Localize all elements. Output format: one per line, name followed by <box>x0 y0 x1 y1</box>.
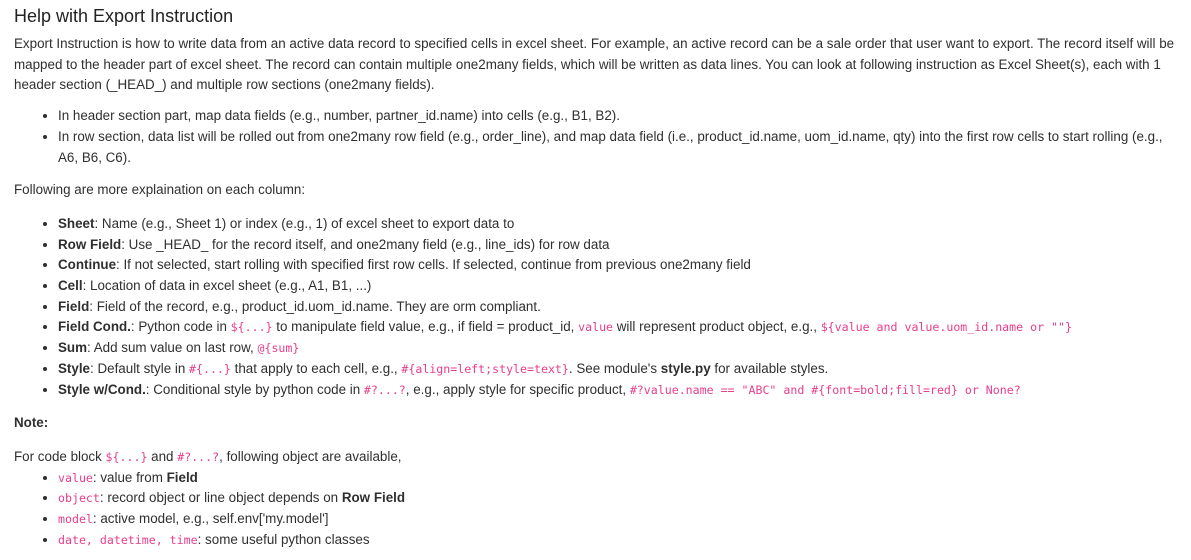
column-continue <box>58 255 1177 276</box>
object-desc: : some useful python classes <box>197 531 370 547</box>
column-field <box>58 297 1177 318</box>
note-text: , following object are available, <box>219 448 402 464</box>
column-label: Style <box>58 360 91 376</box>
code-snippet: date, datetime, time <box>58 532 198 547</box>
column-desc: : Default style in <box>90 360 190 376</box>
list-item: • In row section, data list will be rolled out from one2many row field (e.g., order_line), and map data field (i.e., product_id.name, uom_id.name, qty) into the first row cells to start rolling (e.g., A6, B6, C6). <box>58 127 1177 168</box>
column-field-cond <box>58 317 1177 338</box>
column-desc: : Add sum value on last row, <box>87 340 258 356</box>
note-text: and <box>147 448 178 464</box>
page-title: Help with Export Instruction <box>14 6 234 26</box>
column-desc: will represent product object, e.g., <box>613 319 821 335</box>
column-desc: : Name (e.g., Sheet 1) or index (e.g., 1) of excel sheet to export data to <box>94 215 515 231</box>
section-bullets <box>14 106 1177 168</box>
code-snippet: object <box>58 491 100 506</box>
code-snippet: @{sum} <box>257 341 300 356</box>
column-desc: : If not selected, start rolling with specified first row cells. If selected, continue from previous one2many field <box>116 257 751 273</box>
code-snippet: value <box>58 470 93 485</box>
columns-heading: Following are more explaination on each column: <box>14 182 306 198</box>
code-snippet: ${...} <box>230 320 273 335</box>
column-desc: that apply to each cell, e.g., <box>230 360 402 376</box>
note-heading <box>14 413 1177 434</box>
object-desc: : value from <box>92 469 167 485</box>
bold-term: Row Field <box>341 490 406 506</box>
bold-term: Field <box>166 469 198 485</box>
column-desc: : Python code in <box>130 319 231 335</box>
column-sheet <box>58 214 1177 235</box>
intro-paragraph: Export Instruction is how to write data from an active data record to specified cells in excel sheet. For example, an active record can be a sale order that user want to export. The record itself will be mapped to the header part of excel sheet. The record can contain multiple one2many fields, which will be written as data lines. You can look at following instruction as Excel Sheet(s), each with 1 header section (_HEAD_) and multiple row sections (one2many fields). <box>14 36 1175 93</box>
code-snippet: ${value and value.uom_id.name or ""} <box>820 320 1072 335</box>
object-object <box>58 488 1177 509</box>
column-desc: : Location of data in excel sheet (e.g., A1, B1, ...) <box>82 278 372 294</box>
column-cell <box>58 276 1177 297</box>
note-intro <box>14 447 1177 468</box>
code-snippet: #?...? <box>363 382 406 397</box>
column-desc: : Conditional style by python code in <box>145 381 364 397</box>
column-desc: , e.g., apply style for specific product, <box>405 381 630 397</box>
column-desc: : Use _HEAD_ for the record itself, and one2many field (e.g., line_ids) for row data <box>121 236 610 252</box>
column-sum <box>58 338 1177 359</box>
object-desc: : active model, e.g., self.env['my.model'] <box>92 511 329 527</box>
object-classes <box>58 530 1177 551</box>
code-snippet: #?value.name == "ABC" and #{font=bold;fill=red} or None? <box>629 382 1021 397</box>
object-desc: : record object or line object depends on <box>99 490 342 506</box>
column-style <box>58 359 1177 380</box>
note-heading-text: Note: <box>14 415 49 431</box>
column-desc: : Field of the record, e.g., product_id.uom_id.name. They are orm compliant. <box>89 298 541 314</box>
code-snippet: value <box>578 320 614 335</box>
column-label: Sum <box>58 340 88 356</box>
object-value <box>58 468 1177 489</box>
object-list <box>14 468 1177 551</box>
column-label: Row Field <box>58 236 122 252</box>
column-label: Field Cond. <box>58 319 131 335</box>
column-label: Sheet <box>58 215 95 231</box>
code-snippet: #?...? <box>177 449 220 464</box>
note-text: For code block <box>14 448 106 464</box>
column-row-field <box>58 235 1177 256</box>
code-snippet: ${...} <box>105 449 148 464</box>
code-snippet: #{align=left;style=text} <box>401 361 569 376</box>
column-label: Cell <box>58 278 83 294</box>
code-snippet: #{...} <box>189 361 231 376</box>
column-style-cond <box>58 380 1177 401</box>
column-label: Style w/Cond. <box>58 381 146 397</box>
column-desc: for available styles. <box>710 360 829 376</box>
list-item: • In header section part, map data fields (e.g., number, partner_id.name) into cells (e.g., B1, B2). <box>58 106 1177 127</box>
object-model <box>58 509 1177 530</box>
code-snippet: model <box>58 512 93 527</box>
column-label: Field <box>58 298 90 314</box>
column-desc: to manipulate field value, e.g., if field = product_id, <box>272 319 579 335</box>
column-list <box>14 214 1177 400</box>
column-label: Continue <box>58 257 117 273</box>
column-desc: . See module's <box>568 360 661 376</box>
bold-term: style.py <box>660 360 711 376</box>
